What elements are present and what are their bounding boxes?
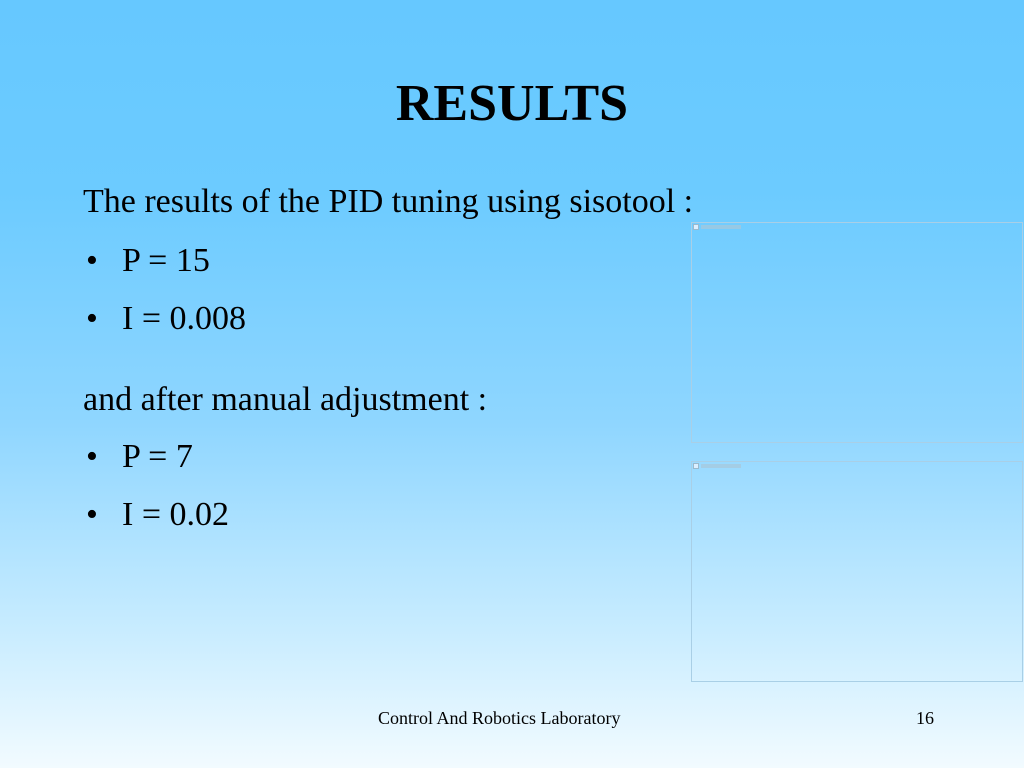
footer-lab-name: Control And Robotics Laboratory	[378, 708, 621, 728]
broken-image-icon	[693, 224, 699, 230]
bullet-text: P = 15	[122, 242, 210, 279]
bullet-text: P = 7	[122, 438, 193, 475]
alt-text-smudge	[701, 225, 741, 229]
broken-image-bottom	[691, 461, 1023, 682]
intro-text: The results of the PID tuning using sisotool :	[83, 183, 694, 220]
alt-text-smudge	[701, 464, 741, 468]
bullet-text: I = 0.02	[122, 496, 229, 533]
manual-adjustment-heading: and after manual adjustment :	[83, 381, 488, 418]
bullet-dot: •	[86, 242, 98, 279]
broken-image-top	[691, 222, 1023, 443]
bullet-item-i-manual	[86, 495, 229, 535]
bullet-item-p-sisotool	[86, 241, 210, 281]
bullet-dot: •	[86, 300, 98, 337]
bullet-text: I = 0.008	[122, 300, 246, 337]
slide-number: 16	[916, 708, 934, 728]
broken-image-icon	[693, 463, 699, 469]
slide-title: RESULTS	[395, 75, 629, 132]
bullet-dot: •	[86, 496, 98, 533]
bullet-dot: •	[86, 438, 98, 475]
bullet-item-p-manual	[86, 437, 193, 477]
bullet-item-i-sisotool	[86, 299, 246, 339]
